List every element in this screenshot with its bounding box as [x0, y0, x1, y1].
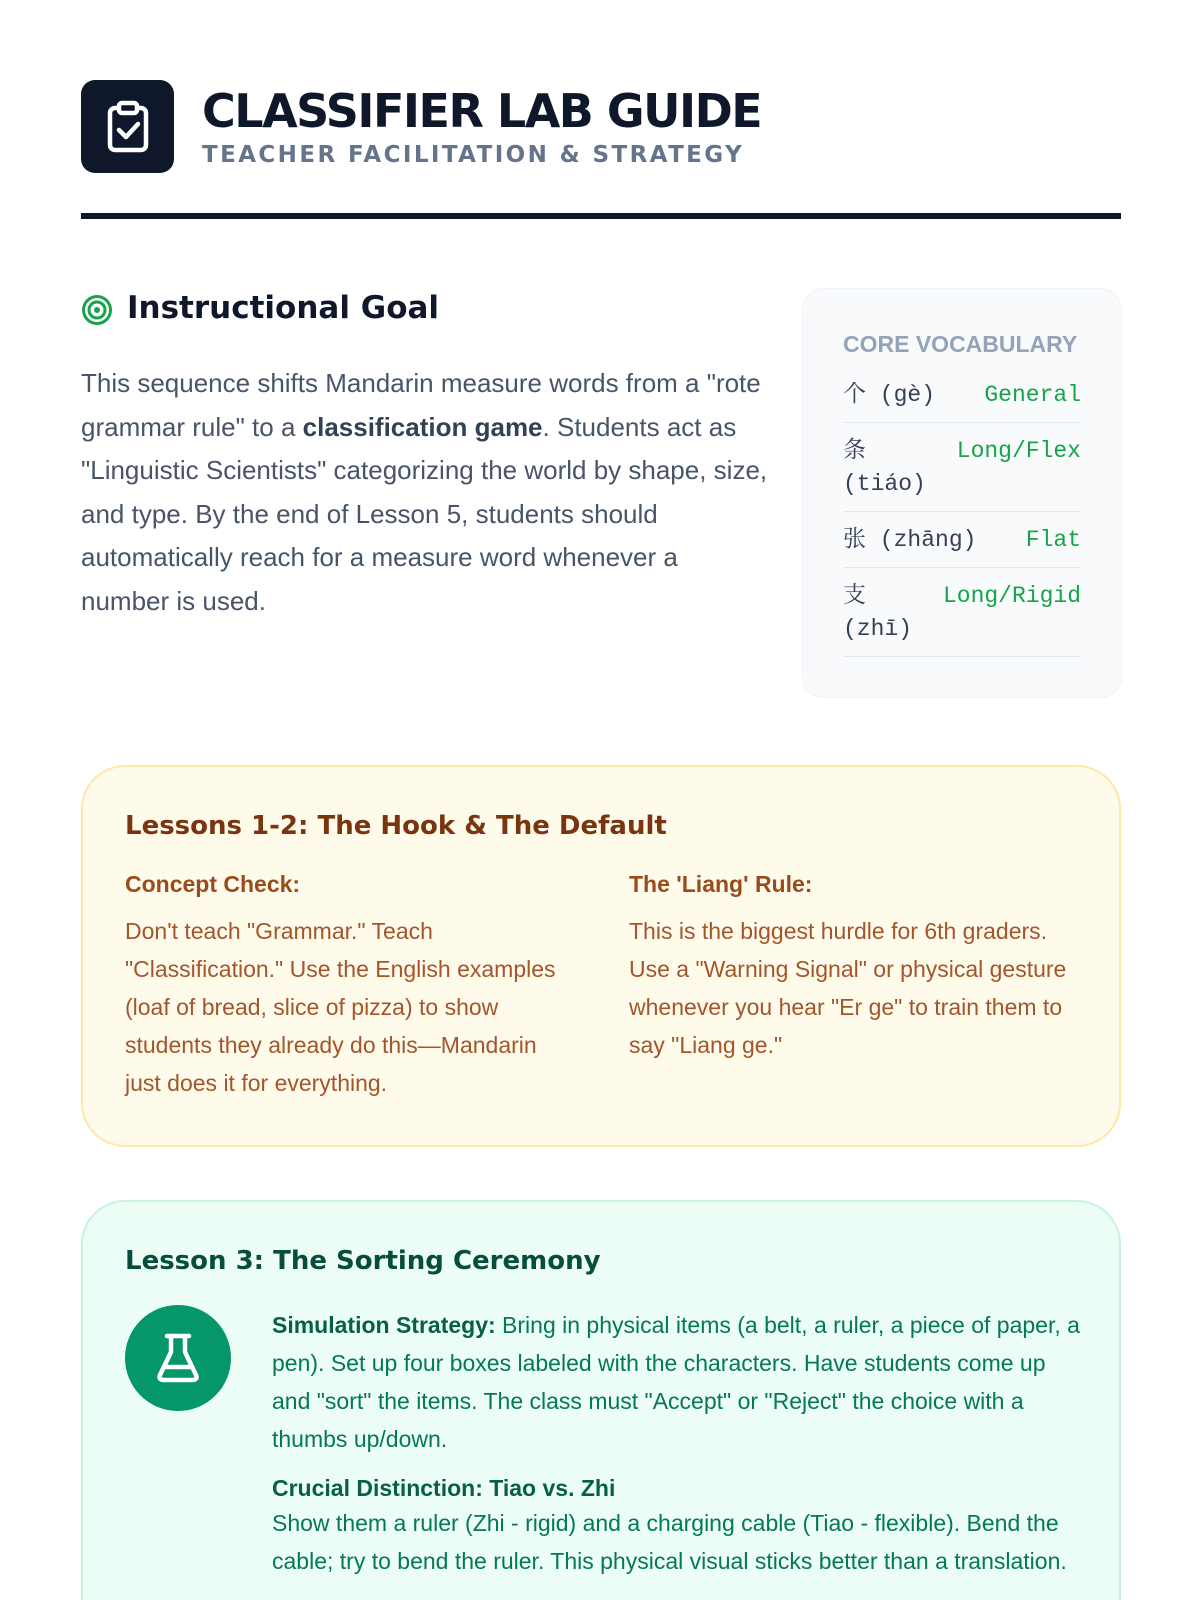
concept-check-heading: Concept Check:: [125, 871, 301, 897]
goal-title: Instructional Goal: [127, 290, 440, 326]
vocab-category: Long/Rigid: [942, 583, 1081, 609]
concept-check-column: [125, 871, 575, 1102]
page-title: CLASSIFIER LAB GUIDE: [202, 84, 762, 138]
simulation-strategy-label: Simulation Strategy:: [272, 1312, 496, 1338]
lesson-3-title: Lesson 3: The Sorting Ceremony: [125, 1246, 601, 1276]
goal-text-emphasis: classification game: [302, 411, 543, 442]
page-subtitle: TEACHER FACILITATION & STRATEGY: [202, 142, 745, 168]
crucial-distinction-heading: Crucial Distinction: Tiao vs. Zhi: [272, 1475, 616, 1501]
vocab-term: 条 (tiáo): [843, 438, 926, 497]
vocab-row: [843, 435, 1081, 512]
liang-rule-heading: The 'Liang' Rule:: [629, 871, 813, 897]
vocab-row: [843, 580, 1081, 657]
lesson-3-card: [81, 1200, 1121, 1600]
lesson-3-body: [272, 1306, 1082, 1580]
vocab-title: CORE VOCABULARY: [843, 331, 1078, 357]
simulation-strategy-text: [272, 1306, 1082, 1458]
concept-check-text: Don't teach "Grammar." Teach "Classification." Use the English examples (loaf of bread, slice of pizza) to show students they already do this—Mandarin just does it for everything.: [125, 918, 556, 1096]
clipboard-check-icon: [81, 80, 174, 173]
vocab-row: [843, 379, 1081, 423]
goal-description: [81, 362, 771, 623]
liang-rule-column: [629, 871, 1079, 1064]
goal-text-end: . Students act as "Linguistic Scientists" categorizing the world by shape, size, and type. By the end of Lesson 5, students should automatically reach for a measure word whenever a number is used.: [81, 411, 768, 616]
header-divider: [81, 213, 1121, 219]
crucial-distinction-text: Show them a ruler (Zhi - rigid) and a charging cable (Tiao - flexible). Bend the cable; try to bend the ruler. This physical visual sticks better than a translation.: [272, 1510, 1067, 1574]
lessons-1-2-card: [81, 765, 1121, 1147]
simulation-strategy-detail: Bring in physical items (a belt, a ruler, a piece of paper, a pen). Set up four boxes labeled with the characters. Have students come up and "sort" the items. The class must "Accept" or "Reject" the choice with a thumbs up/down.: [272, 1312, 1080, 1452]
vocab-category: Long/Flex: [956, 438, 1081, 464]
vocab-term: 张 (zhāng): [843, 527, 977, 553]
liang-rule-text: This is the biggest hurdle for 6th graders. Use a "Warning Signal" or physical gesture whenever you hear "Er ge" to train them to say "Liang ge.": [629, 918, 1067, 1058]
vocab-term: 支 (zhī): [843, 583, 913, 642]
vocab-list: [843, 379, 1081, 669]
core-vocabulary-card: [802, 288, 1122, 698]
vocab-category: Flat: [1025, 527, 1081, 553]
target-icon: [81, 294, 113, 326]
goal-text-start: This sequence shifts Mandarin measure words from a "rote grammar rule" to a: [81, 368, 761, 442]
vocab-row: [843, 524, 1081, 568]
page-header: [81, 80, 1121, 220]
vocab-category: General: [984, 382, 1081, 408]
lessons-1-2-title: Lessons 1-2: The Hook & The Default: [125, 811, 667, 841]
flask-icon: [125, 1305, 231, 1411]
vocab-term: 个 (gè): [843, 382, 936, 408]
